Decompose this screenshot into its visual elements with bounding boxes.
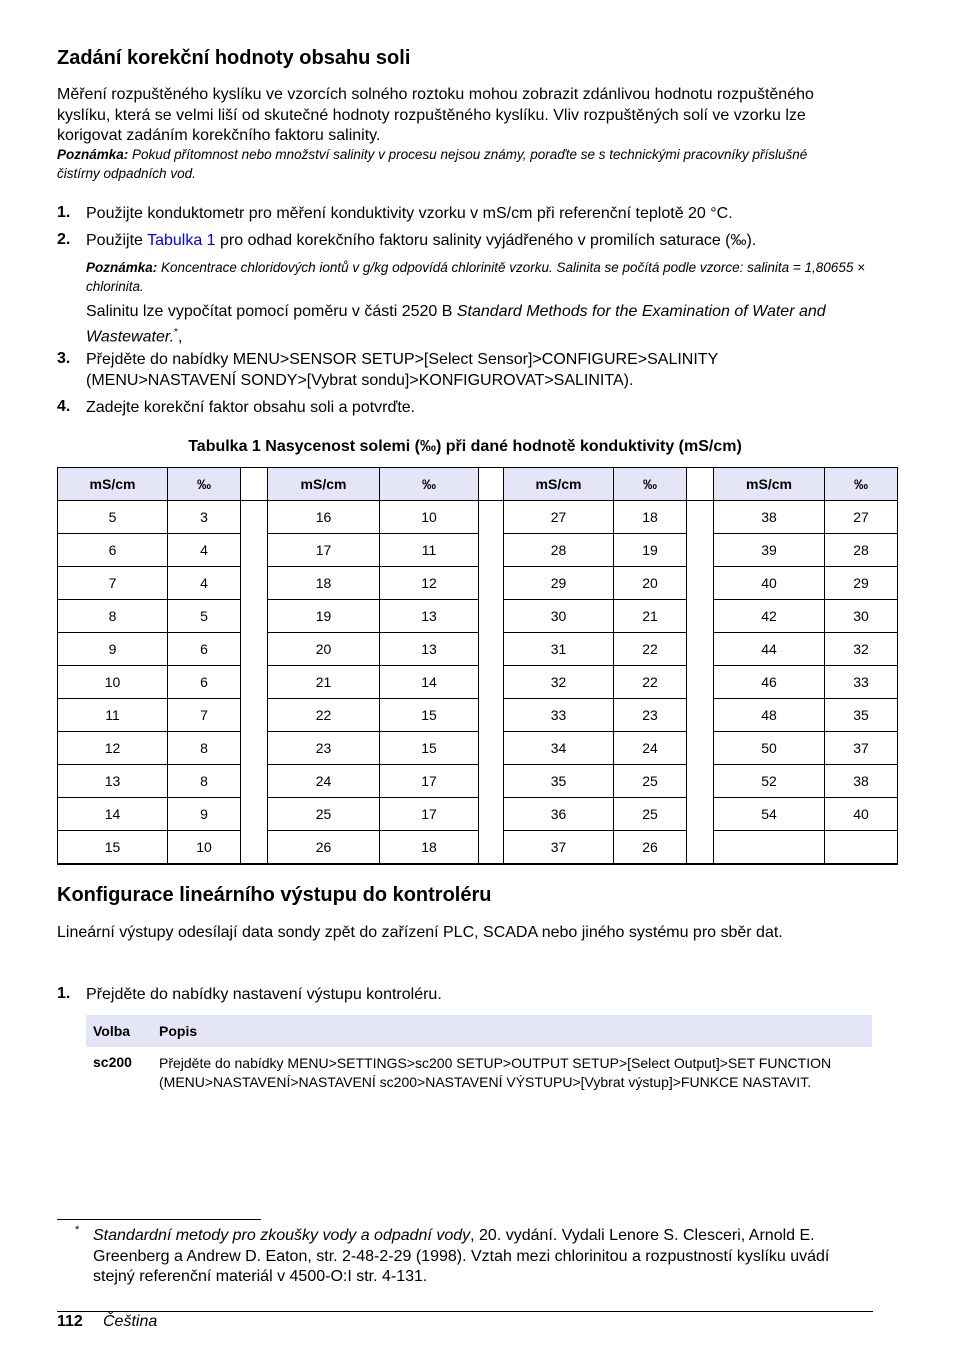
cell-salinity: 20 — [614, 567, 687, 600]
column-gap — [241, 765, 268, 798]
column-gap — [241, 468, 268, 501]
cell-conductivity: 8 — [58, 600, 168, 633]
note-text: Koncentrace chloridových iontů v g/kg odpovídá chlorinitě vzorku. Salinita se počítá podle vzorce: salinita = 1,80655 × chlorinita. — [86, 260, 865, 294]
cell-conductivity: 14 — [58, 798, 168, 831]
cell-conductivity: 37 — [504, 831, 614, 865]
table-row — [58, 699, 898, 732]
cell-salinity: 25 — [614, 798, 687, 831]
cell-conductivity: 30 — [504, 600, 614, 633]
cell-salinity: 17 — [380, 798, 479, 831]
step2-note — [86, 258, 871, 296]
cell-salinity: 3 — [168, 501, 241, 534]
header-ms: mS/cm — [58, 468, 168, 501]
cell-salinity: 22 — [614, 633, 687, 666]
column-gap — [241, 666, 268, 699]
step-number: 1. — [57, 985, 71, 1002]
footnote-ref[interactable]: * — [174, 326, 178, 338]
table-row — [58, 732, 898, 765]
cell-conductivity: 32 — [504, 666, 614, 699]
footer-divider — [57, 1311, 873, 1312]
cell-conductivity: 11 — [58, 699, 168, 732]
step-text: Zadejte korekční faktor obsahu soli a potvrďte. — [86, 399, 416, 416]
cell-conductivity: 33 — [504, 699, 614, 732]
table-row — [58, 600, 898, 633]
column-gap — [241, 534, 268, 567]
cell-conductivity: 12 — [58, 732, 168, 765]
cell-salinity: 30 — [825, 600, 898, 633]
cell-salinity: 17 — [380, 765, 479, 798]
cell-salinity — [825, 831, 898, 865]
header-permille: ‰ — [168, 468, 241, 501]
column-gap — [479, 600, 504, 633]
column-gap — [241, 798, 268, 831]
cell-conductivity: 39 — [714, 534, 825, 567]
cell-conductivity: 25 — [268, 798, 380, 831]
column-gap — [479, 798, 504, 831]
header-ms: mS/cm — [504, 468, 614, 501]
footnote-italic: Standardní metody pro zkoušky vody a odpadní vody — [93, 1227, 471, 1244]
page-number: 112 — [57, 1313, 83, 1330]
table-1-link[interactable]: Tabulka 1 — [147, 232, 216, 249]
cell-conductivity: 24 — [268, 765, 380, 798]
cell-conductivity: 50 — [714, 732, 825, 765]
header-permille: ‰ — [380, 468, 479, 501]
column-gap — [687, 567, 714, 600]
cell-conductivity: 19 — [268, 600, 380, 633]
column-gap — [479, 732, 504, 765]
step-text: Přejděte do nabídky MENU>SENSOR SETUP>[Select Sensor]>CONFIGURE>SALINITY (MENU>NASTAVENÍ SONDY>[Vybrat sondu]>KONFIGUROVAT>SALINITA). — [86, 351, 718, 389]
cell-conductivity: 52 — [714, 765, 825, 798]
cell-salinity: 22 — [614, 666, 687, 699]
step-text-before: Použijte — [86, 232, 148, 249]
cell-salinity: 9 — [168, 798, 241, 831]
cell-conductivity: 42 — [714, 600, 825, 633]
section-heading-salinity: Zadání korekční hodnoty obsahu soli — [57, 47, 411, 69]
cell-conductivity: 10 — [58, 666, 168, 699]
cell-salinity: 14 — [380, 666, 479, 699]
paragraph-text: Salinitu lze vypočítat pomocí poměru v části 2520 B — [86, 303, 457, 320]
step-number: 4. — [57, 398, 71, 415]
cell-salinity: 8 — [168, 765, 241, 798]
cell-conductivity: 38 — [714, 501, 825, 534]
column-gap — [687, 732, 714, 765]
cell-conductivity: 17 — [268, 534, 380, 567]
column-gap — [241, 501, 268, 534]
column-gap — [687, 600, 714, 633]
column-gap — [687, 633, 714, 666]
cell-conductivity — [714, 831, 825, 865]
step-text-after: pro odhad korekčního faktoru salinity vyjádřeného v promilích saturace (‰). — [215, 232, 757, 249]
cell-salinity: 15 — [380, 732, 479, 765]
cell-salinity: 7 — [168, 699, 241, 732]
header-ms: mS/cm — [714, 468, 825, 501]
column-gap — [687, 798, 714, 831]
cell-salinity: 4 — [168, 567, 241, 600]
column-gap — [241, 732, 268, 765]
options-table-header — [86, 1015, 872, 1047]
step2-paragraph — [86, 302, 831, 347]
header-ms: mS/cm — [268, 468, 380, 501]
cell-salinity: 11 — [380, 534, 479, 567]
footnote-body: , 20. vydání. Vydali Lenore S. Clesceri, Arnold E. Greenberg a Andrew D. Eaton, str. 2-48-2-29 (1998). Vztah mezi chlorinitou a rozpustností kyslíku uvádí stejný referenční materiál v 4500-O:I str. 4-131. — [93, 1227, 830, 1285]
column-gap — [479, 831, 504, 865]
table-row — [58, 534, 898, 567]
cell-conductivity: 16 — [268, 501, 380, 534]
salinity-intro: Měření rozpuštěného kyslíku ve vzorcích solného roztoku mohou zobrazit zdánlivou hodnotu rozpuštěného kyslíku, která se velmi liší od skutečné hodnoty rozpuštěného kyslíku. Vliv rozpuštěných solí ve vzorku lze korigovat zadáním korekčního faktoru salinity. — [57, 86, 814, 144]
column-gap — [241, 699, 268, 732]
step-number: 2. — [57, 231, 71, 248]
cell-conductivity: 35 — [504, 765, 614, 798]
column-gap — [241, 831, 268, 865]
cell-salinity: 38 — [825, 765, 898, 798]
cell-salinity: 40 — [825, 798, 898, 831]
cell-salinity: 29 — [825, 567, 898, 600]
cell-conductivity: 7 — [58, 567, 168, 600]
table-caption: Tabulka 1 Nasycenost solemi (‰) při dané hodnotě konduktivity (mS/cm) — [188, 438, 742, 455]
column-gap — [241, 600, 268, 633]
table-row — [58, 765, 898, 798]
paragraph-comma: , — [177, 327, 183, 345]
cell-salinity: 28 — [825, 534, 898, 567]
cell-conductivity: 48 — [714, 699, 825, 732]
table-header-row — [58, 468, 898, 501]
cell-salinity: 35 — [825, 699, 898, 732]
header-permille: ‰ — [825, 468, 898, 501]
table-row — [58, 831, 898, 865]
column-gap — [479, 468, 504, 501]
column-gap — [479, 699, 504, 732]
column-gap — [687, 501, 714, 534]
cell-conductivity: 40 — [714, 567, 825, 600]
column-gap — [687, 534, 714, 567]
cell-salinity: 18 — [380, 831, 479, 865]
cell-salinity: 13 — [380, 633, 479, 666]
footer-language: Čeština — [103, 1313, 158, 1330]
linear-output-intro: Lineární výstupy odesílají data sondy zpět do zařízení PLC, SCADA nebo jiného systému pro sběr dat. — [57, 924, 783, 941]
cell-conductivity: 31 — [504, 633, 614, 666]
cell-salinity: 23 — [614, 699, 687, 732]
cell-conductivity: 26 — [268, 831, 380, 865]
column-gap — [479, 501, 504, 534]
cell-salinity: 37 — [825, 732, 898, 765]
note-label: Poznámka: — [86, 260, 158, 275]
cell-salinity: 24 — [614, 732, 687, 765]
cell-salinity: 33 — [825, 666, 898, 699]
column-gap — [687, 666, 714, 699]
cell-salinity: 19 — [614, 534, 687, 567]
cell-conductivity: 29 — [504, 567, 614, 600]
table-row — [58, 798, 898, 831]
cell-conductivity: 34 — [504, 732, 614, 765]
salinity-table — [57, 467, 898, 865]
column-gap — [687, 468, 714, 501]
cell-salinity: 26 — [614, 831, 687, 865]
cell-conductivity: 27 — [504, 501, 614, 534]
option-key: sc200 — [93, 1054, 132, 1070]
header-option: Volba — [93, 1023, 131, 1039]
cell-conductivity: 21 — [268, 666, 380, 699]
cell-salinity: 5 — [168, 600, 241, 633]
cell-salinity: 27 — [825, 501, 898, 534]
cell-salinity: 6 — [168, 633, 241, 666]
cell-salinity: 25 — [614, 765, 687, 798]
step-text: Použijte konduktometr pro měření konduktivity vzorku v mS/cm při referenční teplotě 20 °C. — [86, 205, 733, 222]
header-description: Popis — [159, 1023, 198, 1039]
table-row — [58, 633, 898, 666]
step-text — [86, 231, 866, 252]
column-gap — [687, 765, 714, 798]
table-row — [58, 666, 898, 699]
cell-conductivity: 23 — [268, 732, 380, 765]
step-number: 3. — [57, 350, 71, 367]
cell-salinity: 18 — [614, 501, 687, 534]
cell-conductivity: 36 — [504, 798, 614, 831]
column-gap — [241, 633, 268, 666]
salinity-note — [57, 145, 847, 183]
cell-salinity: 10 — [168, 831, 241, 865]
footnote-divider — [57, 1219, 261, 1220]
cell-conductivity: 44 — [714, 633, 825, 666]
cell-conductivity: 20 — [268, 633, 380, 666]
table-row — [58, 501, 898, 534]
cell-conductivity: 18 — [268, 567, 380, 600]
cell-conductivity: 28 — [504, 534, 614, 567]
note-label: Poznámka: — [57, 147, 129, 162]
section-heading-linear-output: Konfigurace lineárního výstupu do kontroléru — [57, 884, 492, 906]
cell-salinity: 4 — [168, 534, 241, 567]
cell-conductivity: 13 — [58, 765, 168, 798]
cell-conductivity: 46 — [714, 666, 825, 699]
note-text: Pokud přítomnost nebo množství salinity v procesu nejsou známy, poraďte se s technickými pracovníky příslušné čistírny odpadních vod. — [57, 147, 808, 181]
cell-salinity: 10 — [380, 501, 479, 534]
column-gap — [479, 666, 504, 699]
column-gap — [479, 765, 504, 798]
cell-salinity: 32 — [825, 633, 898, 666]
cell-conductivity: 15 — [58, 831, 168, 865]
footnote-mark: * — [75, 1224, 80, 1236]
cell-conductivity: 5 — [58, 501, 168, 534]
column-gap — [687, 699, 714, 732]
option-description: Přejděte do nabídky MENU>SETTINGS>sc200 SETUP>OUTPUT SETUP>[Select Output]>SET FUNCTION (MENU>NASTAVENÍ>NASTAVENÍ sc200>NASTAVENÍ VÝSTUPU>[Vybrat výstup]>FUNKCE NASTAVIT. — [159, 1055, 832, 1090]
column-gap — [479, 534, 504, 567]
cell-conductivity: 54 — [714, 798, 825, 831]
cell-salinity: 13 — [380, 600, 479, 633]
column-gap — [479, 567, 504, 600]
column-gap — [687, 831, 714, 865]
cell-salinity: 12 — [380, 567, 479, 600]
cell-salinity: 21 — [614, 600, 687, 633]
cell-conductivity: 9 — [58, 633, 168, 666]
cell-salinity: 15 — [380, 699, 479, 732]
step-number: 1. — [57, 204, 71, 221]
column-gap — [479, 633, 504, 666]
cell-conductivity: 22 — [268, 699, 380, 732]
table-row — [58, 567, 898, 600]
standard-methods-title: Standard Methods for the Examination of Water and Wastewater. — [86, 303, 826, 345]
cell-salinity: 6 — [168, 666, 241, 699]
cell-salinity: 8 — [168, 732, 241, 765]
footnote-text — [93, 1226, 863, 1288]
header-permille: ‰ — [614, 468, 687, 501]
column-gap — [241, 567, 268, 600]
step-text: Přejděte do nabídky nastavení výstupu kontroléru. — [86, 986, 442, 1003]
cell-conductivity: 6 — [58, 534, 168, 567]
